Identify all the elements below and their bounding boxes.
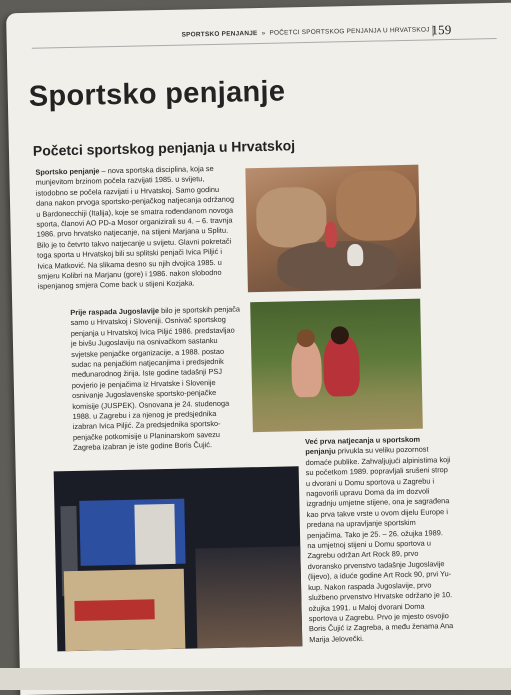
section-heading: Početci sportskog penjanja u Hrvatskoj [32,137,296,159]
competitions-lead: Već prva natjecanja u sportskom penjanju [304,434,421,457]
intro-text: – nova sportska disciplina, koja se munjevitom brzinom počela razvijati 1985. u svijetu, istodobno se počela razvijati i u Hrvatskoj. Samo godinu dana nakon prvoga sportsko-penjačkog natjecanja održanog u Bardonecchiji (Italija), koje se smatra rođendanom novoga sporta, članovi AO PD-a Mosor organizirali su 4. – 6. travnja 1986. prvo hrvatsko natjecanje, na stijeni Marjana u Splitu. Bilo je to četvrto takvo natjecanje u svijetu. Glavni pokretači toga sporta u Hrvatskoj bili su splitski penjači Ivica Piljić i Ivica Matković. Na slikama desno su njih dvojica 1985. u smjeru Kolibri na Marjanu (gore) i 1986. nakon slobodno ispenjanog smjera Come back u stijeni Kozjaka. [35,163,235,292]
page-stack-edge [0,668,511,690]
running-header [181,21,491,39]
header-section: SPORTSKO PENJANJE [181,30,258,39]
page-title: Sportsko penjanje [28,75,286,113]
paragraph-competitions [305,434,454,645]
portrait-photo [250,299,423,433]
competitions-text: privukla su veliku pozornost domaće publike. Zahvaljujući alpinistima koji su početkom 1989. popravljali srušeni strop u dvorani u Domu sportova u Zagrebu i nagovorili upravu Doma da im dozvoli izgradnju umjetne stijene, ona je sagrađena kao prva takve vrste u ovom dijelu Europe i predana na upravljanje sportskim penjačima. Tako je 25. – 26. ožujka 1989. na umjetnoj stijeni u Domu sportova u Zagrebu održan Art Rock 89, prvo dvoransko prvenstvo tadašnje Jugoslavije (lijevo), a iduće godine Art Rock 90, prvi Yu-kup. Nakon raspada Jugoslavije, prvo službeno prvenstvo Hrvatske održano je 10. ožujka 1991. u Maloj dvorani Doma sportova u Zagrebu. Prvo je mjesto osvojio Boris Čujić iz Zagreba, a među ženama Ana Marija Jelovečki. [305,444,454,644]
header-rule [32,38,497,49]
yugoslavia-lead: Prije raspada Jugoslavije [70,306,160,318]
page-number: 159 [431,21,452,38]
header-subsection: POČETCI SPORTSKOG PENJANJA U HRVATSKOJ [269,26,430,37]
yugoslavia-text: bilo je sportskih penjača samo u Hrvatskoj i Sloveniji. Osnivač sportskog penjanja u Hrvatskoj Ivica Piljić 1986. predstavljao je bivšu Jugoslaviju na osnivačkom sastanku svjetske penjačke organizacije, a 1988. postao sudac na penjačkim natjecanjima i predsjednik međunarodnog žirija. Iste godine tadašnji PSJ povjerio je penjačima iz Hrvatske i Slovenije osnivanje Jugoslavenske sportsko-penjačke komisije (JUSPEK). Osnovana je 24. studenoga 1988. u Zagrebu i za njenog je predsjednika izabran Ivica Piljić. Za predsjednika sportsko-penjačke potkomisije u Planinarskom savezu Zagreba izabran je iste godine Boris Čujić. [70,304,241,453]
intro-lead: Sportsko penjanje [35,166,100,177]
paragraph-yugoslavia [70,304,243,453]
header-separator: » [261,29,266,37]
arena-photo [54,466,303,651]
climbing-photo [245,165,421,293]
book-page [6,3,511,695]
paragraph-intro [35,164,238,293]
